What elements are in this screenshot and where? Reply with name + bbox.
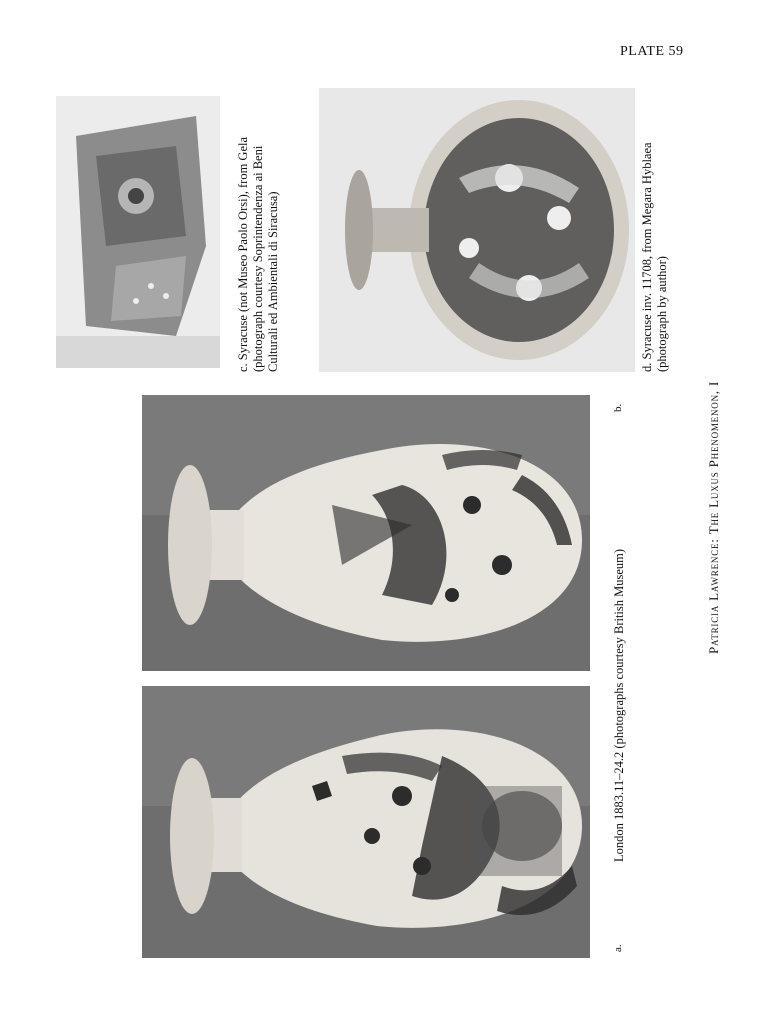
photo-d-image [319,88,635,372]
running-head-separator: : [706,534,721,543]
caption-d-line2: (photograph by author) [655,256,669,372]
photo-b-image [142,395,590,671]
plate-number: PLATE 59 [620,44,684,59]
photo-b [142,395,590,671]
photo-a [142,686,590,958]
caption-c [236,137,281,372]
running-head [706,381,722,654]
photo-c [56,96,220,368]
running-head-title: The Luxus Phenomenon, I [706,380,721,535]
caption-d [640,142,670,372]
photo-d [319,88,635,372]
running-head-author: Patricia Lawrence [706,542,721,654]
photo-c-image [56,96,220,368]
photo-a-image [142,686,590,958]
caption-d-line1: d. Syracuse inv. 11708, from Megara Hyblaea [640,142,654,372]
photo-b-letter: b. [612,403,624,412]
caption-c-line1: c. Syracuse (not Museo Paolo Orsi), from Gela [236,136,250,372]
caption-c-line3: Culturali ed Ambientali di Siracusa) [266,191,280,372]
photo-a-letter: a. [612,944,624,952]
caption-c-line2: (photograph courtesy Soprintendenza ai Beni [251,145,265,372]
caption-ab: London 1883.11–24.2 (photographs courtesy British Museum) [612,548,626,862]
